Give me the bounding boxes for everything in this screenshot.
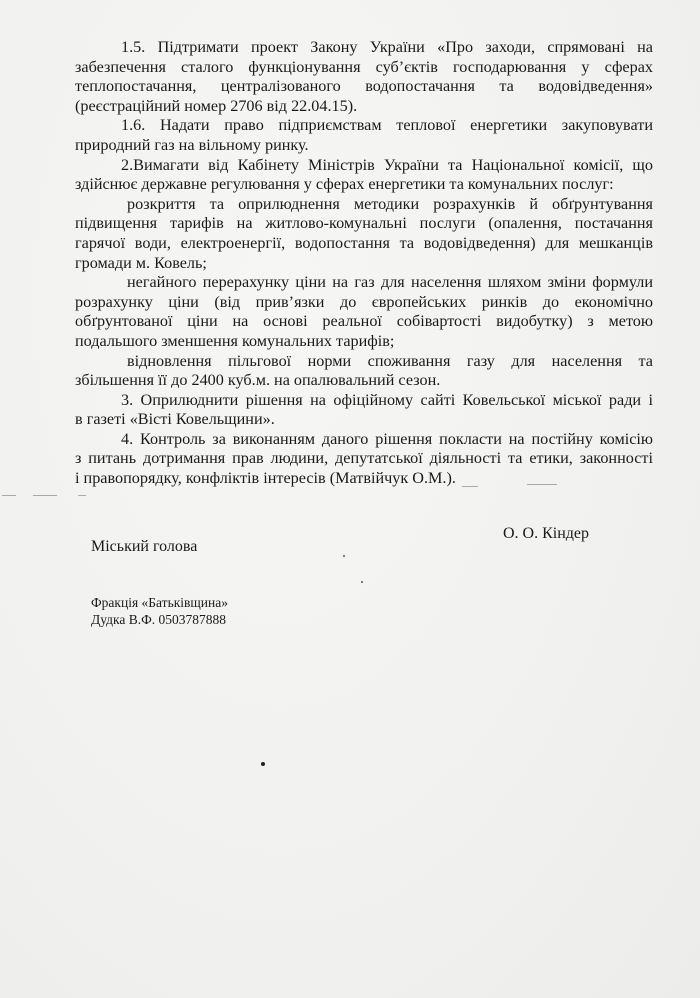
scan-artifact-dash (2, 495, 16, 496)
paragraph-4-cont (75, 449, 653, 488)
scan-artifact-dash (78, 495, 86, 496)
paragraph-2a (75, 195, 653, 215)
text-line: 1.5. Підтримати проект Закону України «Про заходи, спрямовані на (121, 38, 653, 56)
text-line: громади м. Ковель; (75, 253, 207, 272)
paragraph-2a-cont (75, 214, 653, 273)
text-line: 4. Контроль за виконанням даного рішення покласти на постійну комісію (121, 429, 653, 448)
scan-speck (361, 581, 363, 583)
text-line: розрахунку ціни (від прив’язки до європейських ринків до економічно (75, 292, 653, 311)
paragraph-2b (75, 273, 653, 293)
text-line: (реєстраційний номер 2706 від 22.04.15). (75, 96, 358, 115)
text-line: відновлення пільгової норми споживання газу для населення та (127, 351, 653, 370)
text-line: в газеті «Вісті Ковельщини». (75, 410, 275, 429)
text-line: теплопостачання, централізованого водопостачання та водовідведення» (75, 77, 653, 96)
paragraph-2 (75, 156, 653, 176)
text-line: підвищення тарифів на житлово-комунальні послуги (опалення, постачання (75, 214, 653, 233)
submitter-contact: Дудка В.Ф. 0503787888 (91, 612, 226, 627)
text-line: розкриття та оприлюднення методики розрахунків й обґрунтування (127, 194, 653, 213)
text-line: з питань дотримання прав людини, депутатської діяльності та етики, законності (75, 449, 653, 468)
paragraph-2-cont (75, 175, 653, 195)
text-line: 2.Вимагати від Кабінету Міністрів України та Національної комісії, що (121, 155, 653, 174)
text-line: природний газ на вільному ринку. (75, 135, 309, 154)
text-line: 1.6. Надати право підприємствам теплової енергетики закуповувати (121, 116, 653, 135)
submitter-faction: Фракція «Батьківщина» (91, 595, 228, 610)
text-line: здійснює державне регулювання у сферах енергетики та комунальних послуг: (75, 175, 614, 194)
paragraph-1-6-cont (75, 136, 653, 156)
paragraph-2c-cont (75, 371, 653, 391)
text-line: збільшення її до 2400 куб.м. на опалювальний сезон. (75, 371, 441, 390)
scan-speck (343, 555, 345, 557)
paragraph-1-5-cont (75, 58, 653, 117)
paragraph-4 (75, 430, 653, 450)
text-line: обґрунтованої ціни на основі реальної собівартості видобутку) з метою (75, 312, 653, 331)
scan-artifact-dash (33, 495, 57, 496)
scan-dot (261, 762, 265, 766)
paragraph-3-cont (75, 410, 653, 430)
paragraph-1-6 (75, 116, 653, 136)
signature-name: О. О. Кіндер (503, 525, 590, 542)
scan-artifact-dash (462, 486, 478, 487)
paragraph-2c (75, 352, 653, 372)
text-line: гарячої води, електроенергії, водопостання та водовідведення) для мешканців (75, 233, 653, 252)
paragraph-2b-cont (75, 293, 653, 352)
text-line: 3. Оприлюднити рішення на офіційному сайті Ковельської міської ради і (121, 390, 653, 409)
paragraph-1-5 (75, 38, 653, 58)
text-line: забезпечення сталого функціонування суб’єктів господарювання у сферах (75, 57, 653, 76)
text-line: і правопорядку, конфліктів інтересів (Матвійчук О.М.). (75, 469, 456, 488)
scan-artifact-dash (527, 484, 557, 485)
signature-title: Міський голова (91, 538, 198, 555)
text-line: негайного перерахунку ціни на газ для населення шляхом зміни формули (127, 273, 653, 292)
submitter-block (91, 594, 228, 628)
paragraph-3 (75, 391, 653, 411)
document-body (75, 38, 653, 489)
text-line: подальшого зменшення комунальних тарифів; (75, 331, 395, 350)
